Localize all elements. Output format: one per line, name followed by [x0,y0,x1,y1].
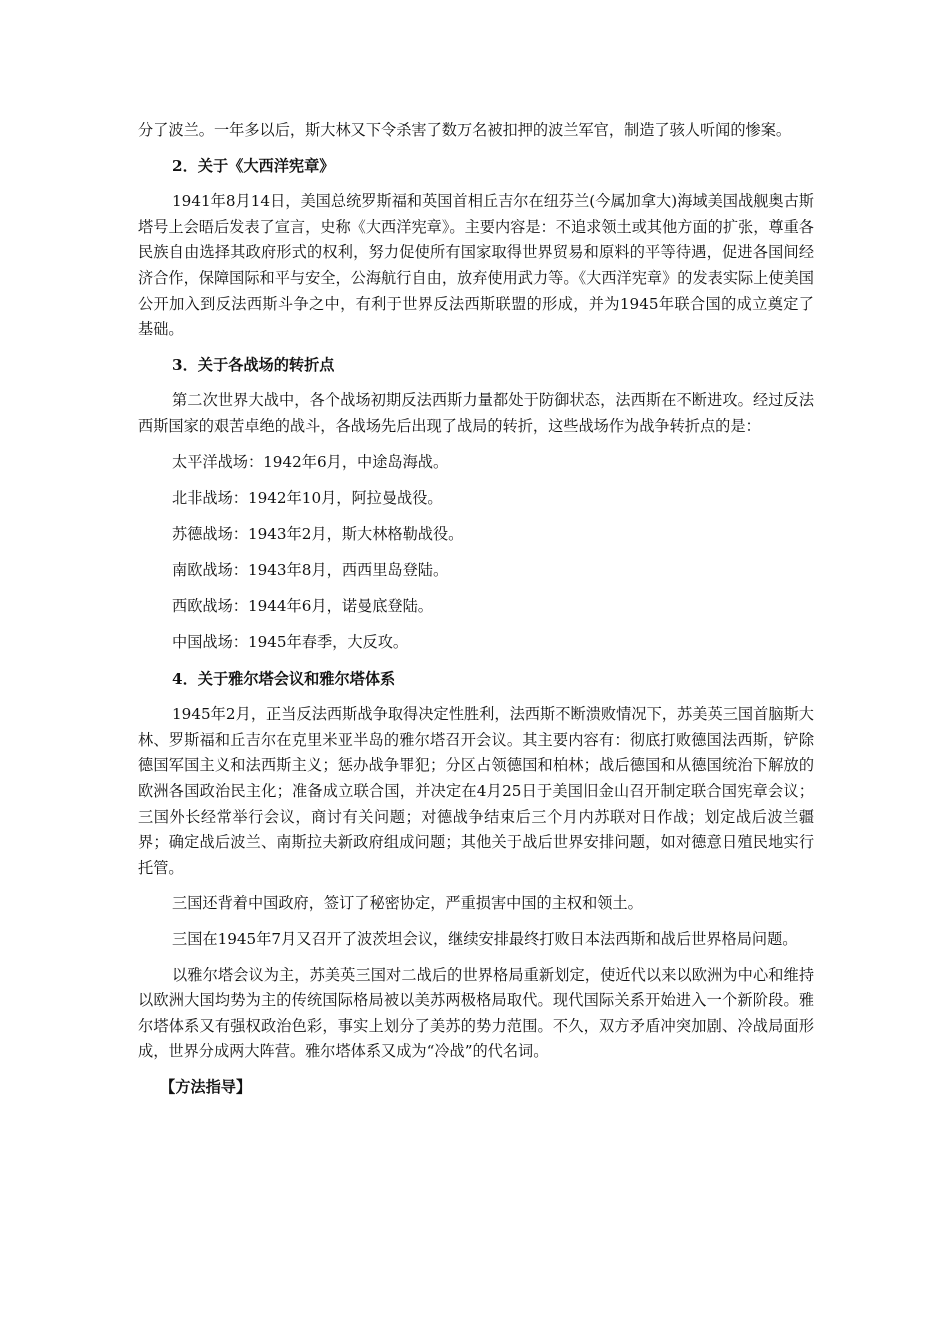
battle-item-pacific: 太平洋战场：1942年6月，中途岛海战。 [172,452,449,471]
paragraph-yalta-system: 以雅尔塔会议为主，苏美英三国对二战后的世界格局重新划定，使近代以来以欧洲为中心和维持以欧洲大国均势为主的传统国际格局被以美苏两极格局取代。现代国际关系开始进入一个新阶段。雅尔塔体系又有强权政治色彩，事实上划分了美苏的势力范围。不久，双方矛盾冲突加剧、冷战局面形成，世界分成两大阵营。雅尔塔体系又成为“冷战”的代名词。 [138,965,814,1061]
section-heading-turning-points: 3．关于各战场的转折点 [172,355,335,374]
paragraph-yalta-conference: 1945年2月，正当反法西斯战争取得决定性胜利，法西斯不断溃败情况下，苏美英三国首脑斯大林、罗斯福和丘吉尔在克里米亚半岛的雅尔塔召开会议。其主要内容有：彻底打败德国法西斯，铲除德国军国主义和法西斯主义；惩办战争罪犯；分区占领德国和柏林；战后德国和从德国统治下解放的欧洲各国政治民主化；准备成立联合国，并决定在4月25日于美国旧金山召开制定联合国宪章会议；三国外长经常举行会议，商讨有关问题；对德战争结束后三个月内苏联对日作战；划定战后波兰疆界；确定战后波兰、南斯拉夫新政府组成问题；其他关于战后世界安排问题，如对德意日殖民地实行托管。 [138,705,814,877]
paragraph-turning-points-intro: 第二次世界大战中，各个战场初期反法西斯力量都处于防御状态，法西斯在不断进攻。经过反法西斯国家的艰苦卓绝的战斗，各战场先后出现了战局的转折，这些战场作为战争转折点的是： [138,391,814,435]
paragraph-atlantic-charter: 1941年8月14日，美国总统罗斯福和英国首相丘吉尔在纽芬兰(今属加拿大)海域美国战舰奥古斯塔号上会晤后发表了宣言，史称《大西洋宪章》。主要内容是：不追求领土或其他方面的扩张，尊重各民族自由选择其政府形式的权利，努力促使所有国家取得世界贸易和原料的平等待遇，促进各国间经济合作，保障国际和平与安全，公海航行自由，放弃使用武力等。《大西洋宪章》的发表实际上使美国公开加入到反法西斯斗争之中，有利于世界反法西斯联盟的形成，并为1945年联合国的成立奠定了基础。 [138,192,814,339]
paragraph-poland-continued: 分了波兰。一年多以后，斯大林又下令杀害了数万名被扣押的波兰军官，制造了骇人听闻的惨案。 [138,121,792,139]
paragraph-secret-agreement: 三国还背着中国政府，签订了秘密协定，严重损害中国的主权和领土。 [172,894,643,913]
battle-item-china: 中国战场：1945年春季，大反攻。 [172,633,409,652]
section-heading-atlantic-charter: 2．关于《大西洋宪章》 [172,156,335,175]
method-guidance-heading: 【方法指导】 [160,1077,252,1096]
paragraph-potsdam: 三国在1945年7月又召开了波茨坦会议，继续安排最终打败日本法西斯和战后世界格局问题。 [172,930,798,948]
battle-item-western-europe: 西欧战场：1944年6月，诺曼底登陆。 [172,597,433,616]
battle-item-soviet-german: 苏德战场：1943年2月，斯大林格勒战役。 [172,524,464,543]
document-page [138,118,814,1101]
battle-item-north-africa: 北非战场：1942年10月，阿拉曼战役。 [172,488,443,507]
section-heading-yalta: 4．关于雅尔塔会议和雅尔塔体系 [172,669,396,688]
battle-item-southern-europe: 南欧战场：1943年8月，西西里岛登陆。 [172,561,449,580]
